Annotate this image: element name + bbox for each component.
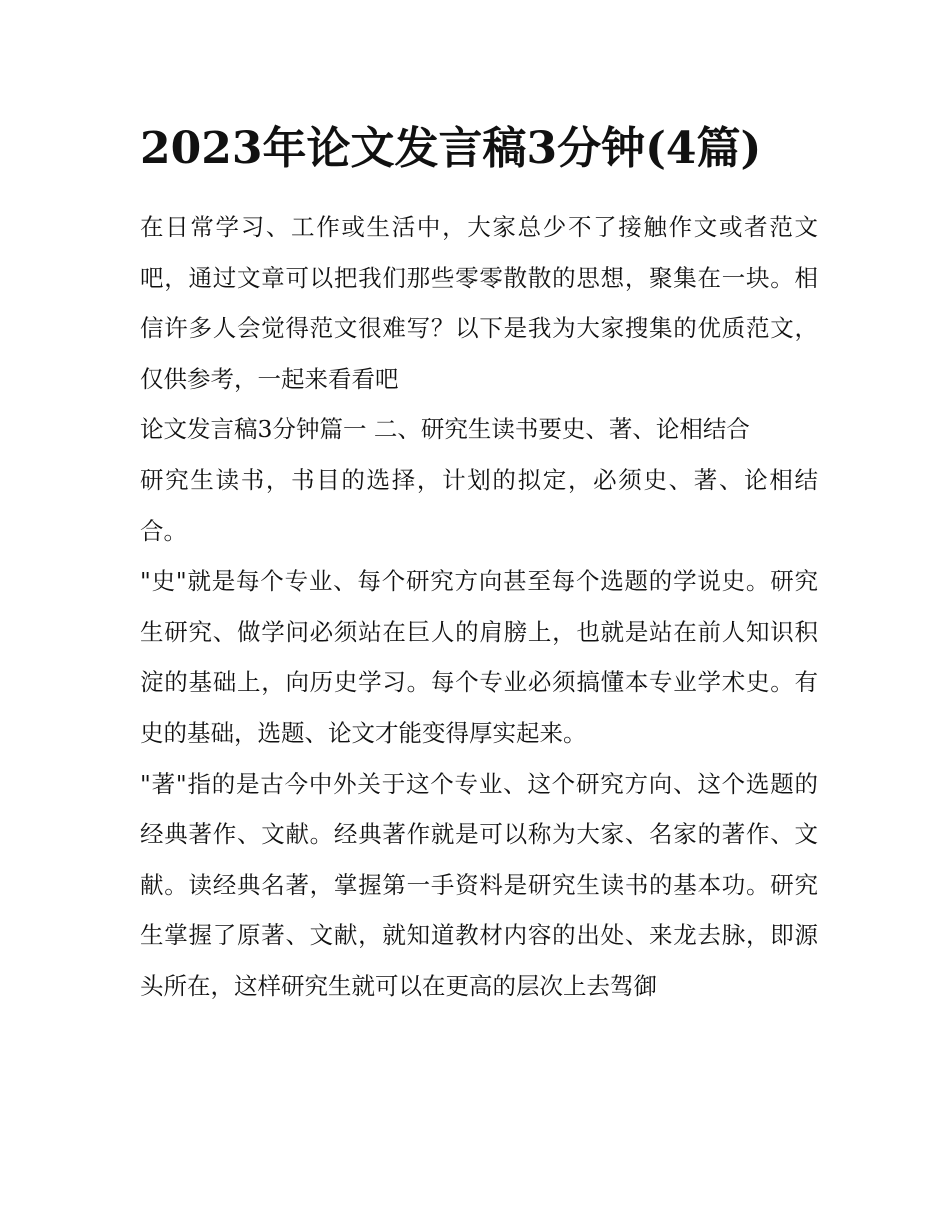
document-page [140, 118, 818, 1012]
classics-paragraph: "著"指的是古今中外关于这个专业、这个研究方向、这个选题的经典著作、文献。经典著作就是可以称为大家、名家的著作、文献。读经典名著，掌握第一手资料是研究生读书的基本功。研究生掌握了原著、文献，就知道教材内容的出处、来龙去脉，即源头所在，这样研究生就可以在更高的层次上去驾御 [140, 769, 818, 1000]
document-title: 2023年论文发言稿3分钟(4篇) [140, 123, 762, 174]
history-paragraph: "史"就是每个专业、每个研究方向甚至每个选题的学说史。研究生研究、做学问必须站在巨人的肩膀上，也就是站在前人知识积淀的基础上，向历史学习。每个专业必须搞懂本专业学术史。有史的基础，选题、论文才能变得厚实起来。 [140, 567, 818, 747]
section-heading-paragraph: 论文发言稿3分钟篇一 二、研究生读书要史、著、论相结合 [140, 415, 750, 444]
reading-principle-paragraph: 研究生读书，书目的选择，计划的拟定，必须史、著、论相结合。 [140, 465, 818, 545]
intro-paragraph: 在日常学习、工作或生活中，大家总少不了接触作文或者范文吧，通过文章可以把我们那些零零散散的思想，聚集在一块。相信许多人会觉得范文很难写？以下是我为大家搜集的优质范文，仅供参考，一起来看看吧 [140, 213, 818, 393]
